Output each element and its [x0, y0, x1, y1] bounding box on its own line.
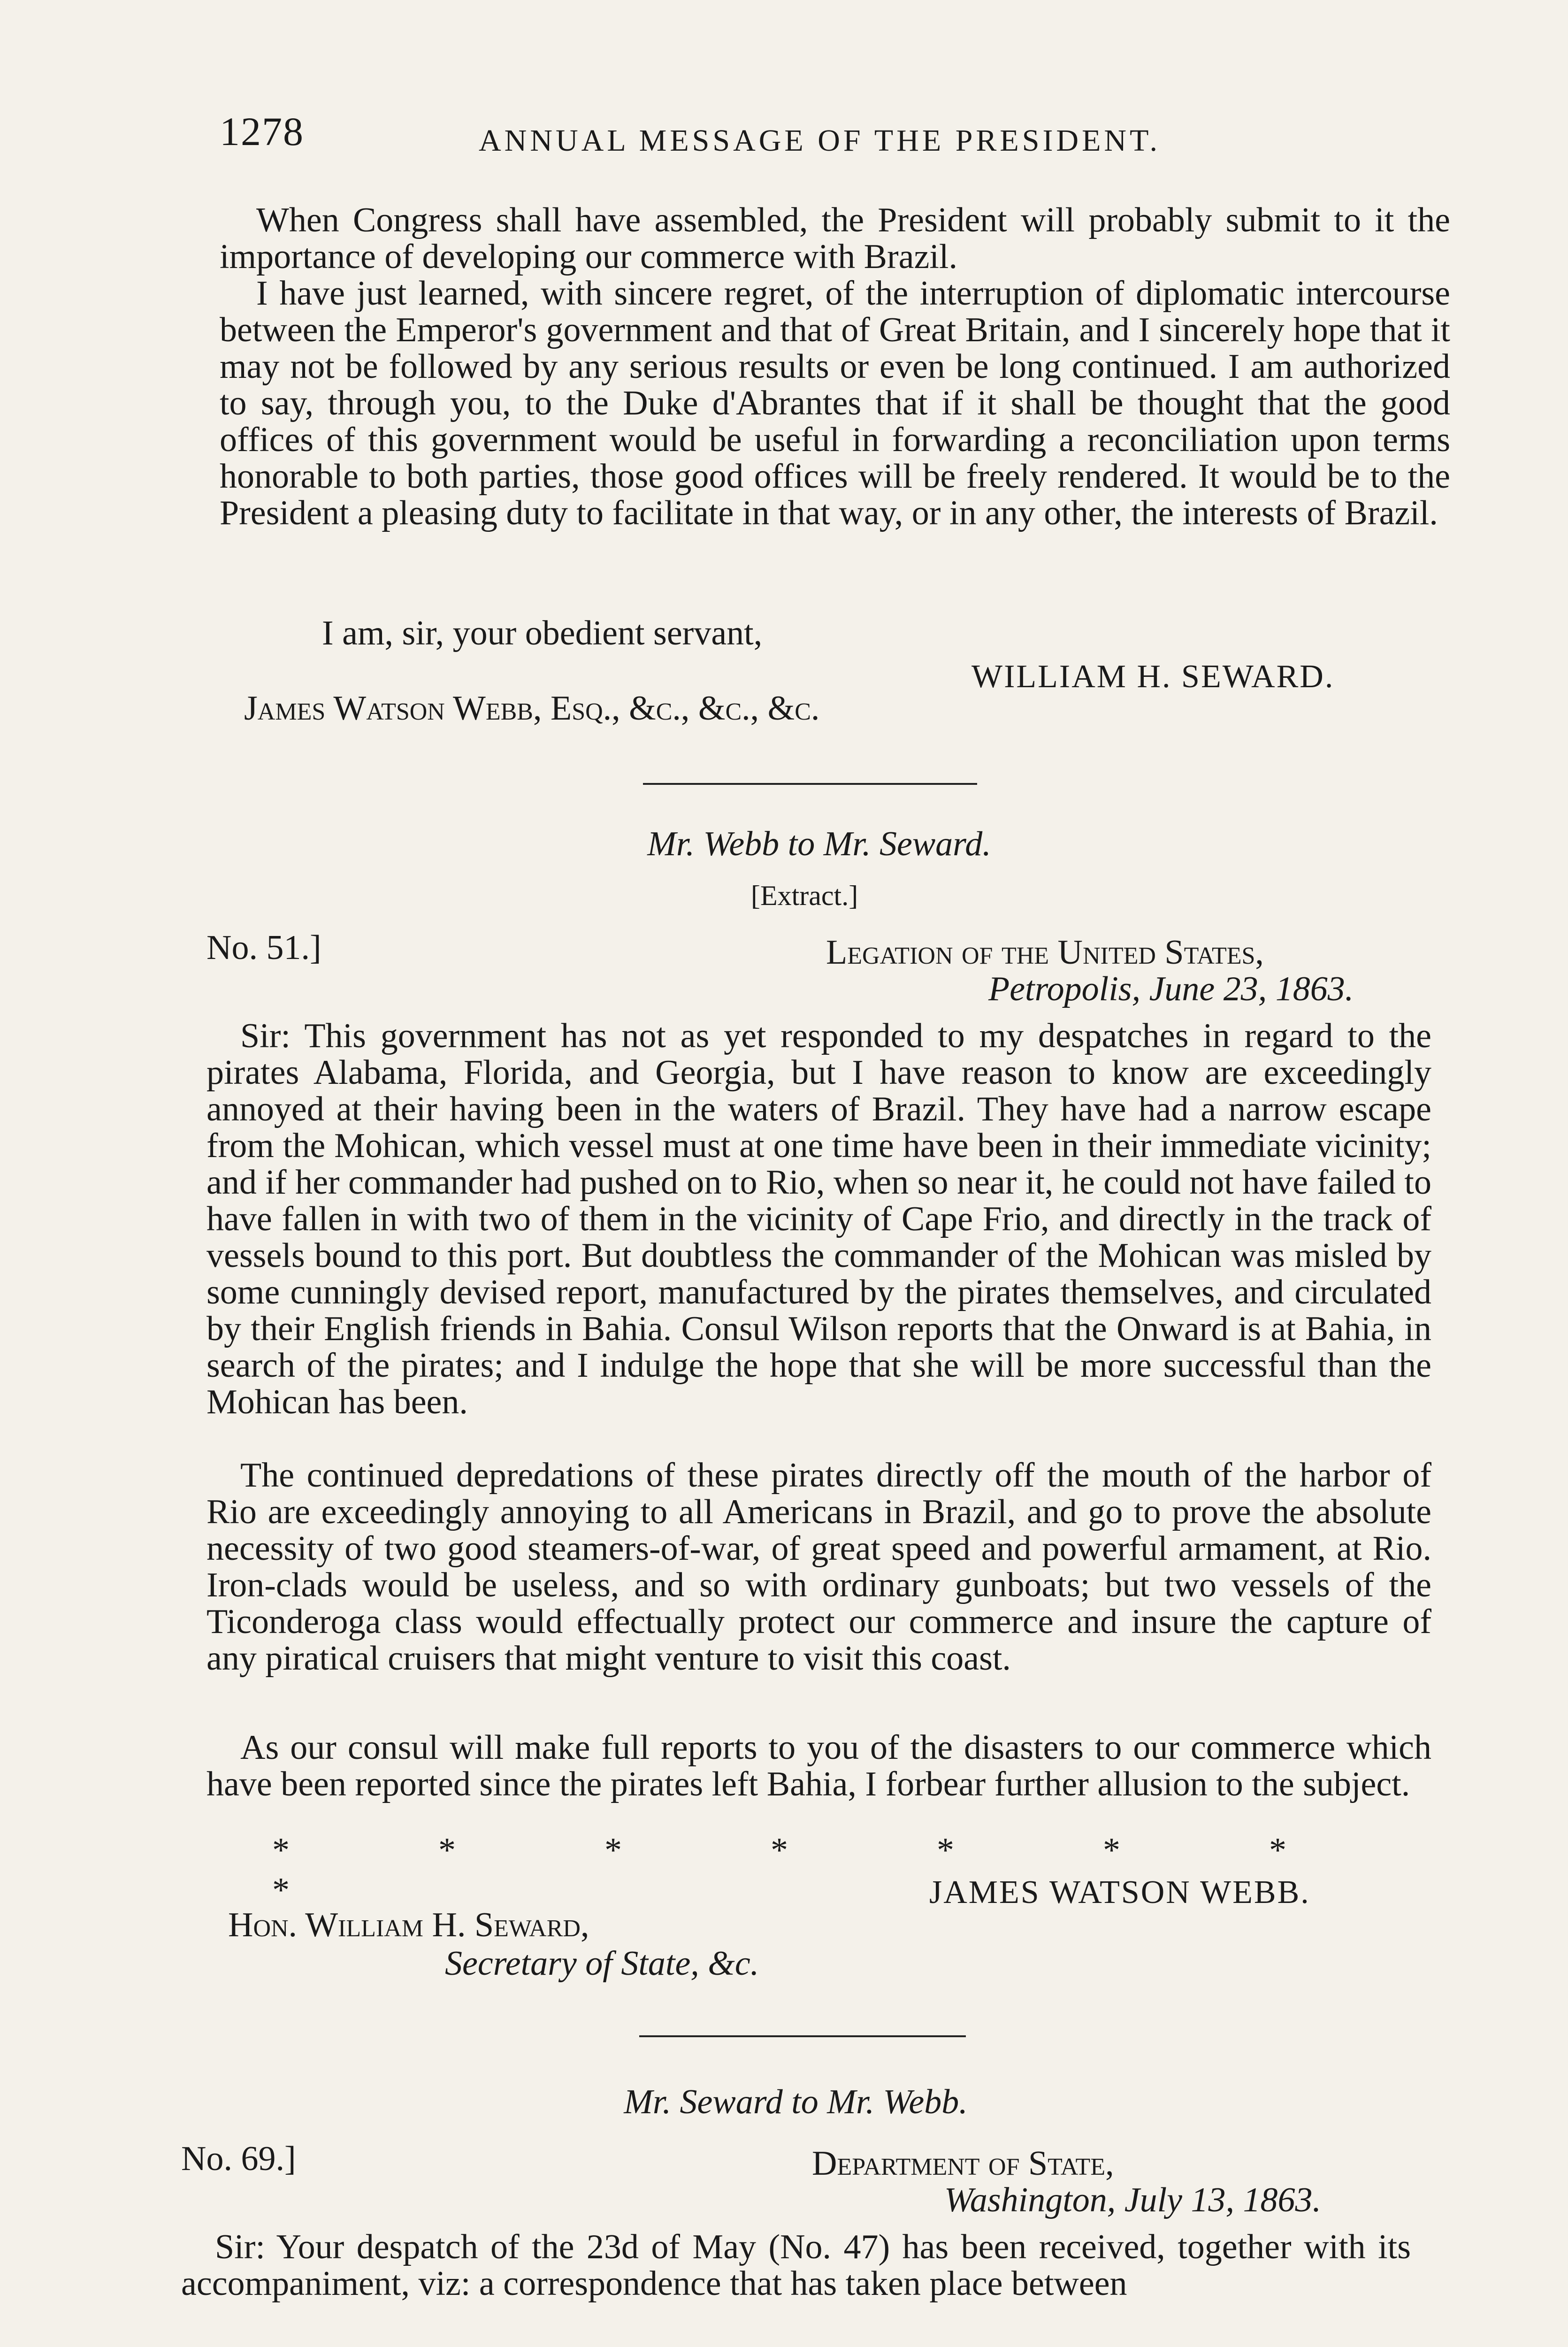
letter2-extract-label: [Extract.] [751, 880, 858, 911]
star: * [604, 1831, 622, 1870]
letter1-addressee: James Watson Webb, Esq., &c., &c., &c. [244, 689, 820, 728]
ellipsis-stars [272, 1831, 1568, 1910]
letter2-place-line2: Petropolis, June 23, 1863. [988, 970, 1354, 1008]
letter3-heading: Mr. Seward to Mr. Webb. [624, 2083, 968, 2121]
letter1-paragraph-1: When Congress shall have assembled, the President will probably submit to it the importance of developing our commerce with Brazil. [220, 201, 1450, 276]
star: * [272, 1831, 290, 1870]
letter2-signature: JAMES WATSON WEBB. [929, 1874, 1310, 1910]
running-title: ANNUAL MESSAGE OF THE PRESIDENT. [479, 123, 1161, 158]
star: * [937, 1831, 954, 1870]
letter3-place-line2: Washington, July 13, 1863. [944, 2181, 1322, 2219]
letter3-number: No. 69.] [181, 2140, 296, 2178]
letter2-paragraph-2: The continued depredations of these pirates directly off the mouth of the harbor of Rio are exceedingly annoying to all Americans in Brazil, and go to prove the absolute necessity of two good steamers-of-war, of great speed and powerful armament, at Rio. Iron-clads would be useless, and so with ordinary gunboats; but two vessels of the Ticonderoga class would effectually protect our commerce and insure the capture of any piratical cruisers that might venture to visit this coast. [207, 1456, 1431, 1678]
letter2-addressee-line1: Hon. William H. Seward, [228, 1906, 589, 1944]
letter3-place-line1: Department of State, [812, 2144, 1114, 2183]
letter1-signature: WILLIAM H. SEWARD. [971, 659, 1335, 695]
star: * [1103, 1831, 1120, 1870]
page-number: 1278 [220, 109, 304, 154]
letter2-number: No. 51.] [207, 928, 321, 967]
section-divider [643, 783, 977, 785]
letter1-closing: I am, sir, your obedient servant, [322, 614, 763, 652]
letter2-paragraph-3: As our consul will make full reports to you of the disasters to our commerce which have been reported since the pirates left Bahia, I forbear further allusion to the subject. [207, 1728, 1431, 1803]
star: * [438, 1831, 456, 1870]
star: * [771, 1831, 788, 1870]
letter2-place-line1: Legation of the United States, [826, 933, 1264, 972]
section-divider [639, 2035, 966, 2037]
letter3-paragraph-1: Sir: Your despatch of the 23d of May (No. 47) has been received, together with its accompaniment, viz: a correspondence that has taken place between [181, 2228, 1411, 2303]
letter2-paragraph-1: Sir: This government has not as yet responded to my despatches in regard to the pirates Alabama, Florida, and Georgia, but I have reason to know are exceedingly annoyed at their having been in the waters of Brazil. They have had a narrow escape from the Mohican, which vessel must at one time have been in their immediate vicinity; and if her commander had pushed on to Rio, when so near it, he could not have failed to have fallen in with two of them in the vicinity of Cape Frio, and directly in the track of vessels bound to this port. But doubtless the commander of the Mohican was misled by some cunningly devised report, manufactured by the pirates themselves, and circulated by their English friends in Bahia. Consul Wilson reports that the Onward is at Bahia, in search of the pirates; and I indulge the hope that she will be more successful than the Mohican has been. [207, 1017, 1431, 1421]
letter2-heading: Mr. Webb to Mr. Seward. [647, 825, 991, 863]
letter1-paragraph-2: I have just learned, with sincere regret, of the interruption of diplomatic intercourse between the Emperor's government and that of Great Britain, and I sincerely hope that it may not be followed by any serious results or even be long continued. I am authorized to say, through you, to the Duke d'Abrantes that if it shall be thought that the good offices of this government would be useful in forwarding a reconciliation upon terms honorable to both parties, those good offices will be freely rendered. It would be to the President a pleasing duty to facilitate in that way, or in any other, the interests of Brazil. [220, 274, 1450, 532]
star: * [272, 1871, 290, 1910]
star: * [1269, 1831, 1286, 1870]
letter2-addressee-line2: Secretary of State, &c. [445, 1944, 759, 1983]
